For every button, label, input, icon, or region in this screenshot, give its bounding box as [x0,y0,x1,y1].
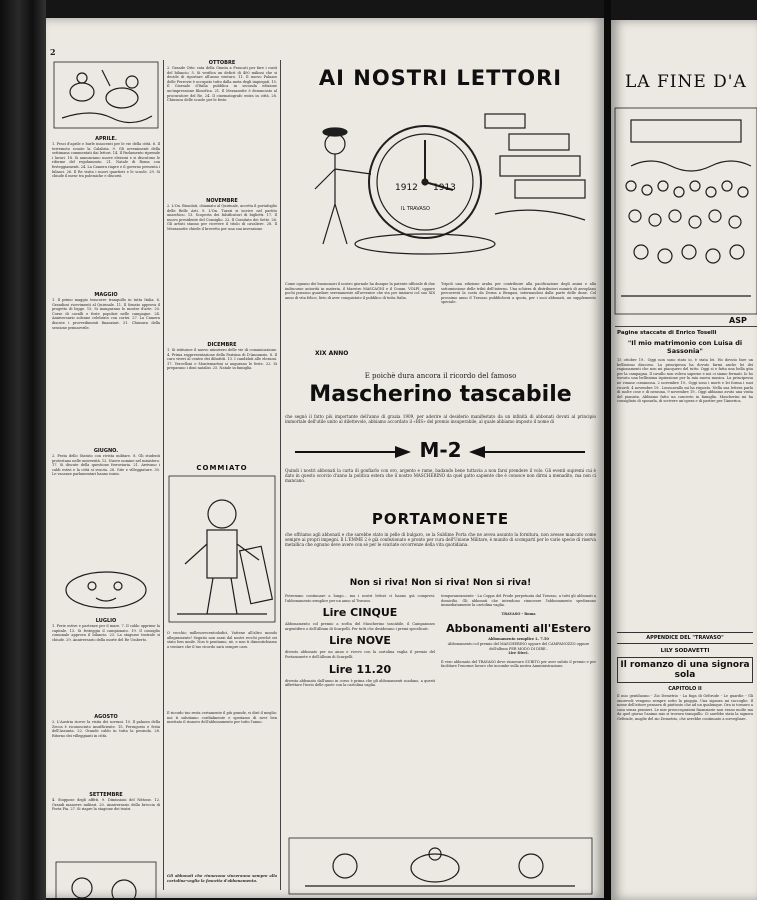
xix-anno: XIX ANNO [315,350,349,357]
september-text: 4. Stoppose degli affitti. 9. Dimissioni del Nittone. 12. Grandi manovre militari. 20. Anniversario della breccia di Porta Pia. 27. Si riapre la stagione dei teatri. [52,798,160,812]
chronicle-column-1 [52,60,160,898]
lire-nove: Lire NOVE [329,634,391,648]
chronicle-column-2 [167,60,277,898]
column-rule [280,60,281,890]
cartoon-caption: ASP [729,316,747,325]
may-text: 1. Il primo maggio trascorre tranquillo in tutta Italia. 6. Grandiosi ricevimenti al Quirinale. 11. Il Senato approva il progetto di legge. 15. Si inaugurano le mostre d'arte. 20. Corse di cavalli e feste popolari nelle campagne. 24. Anniversario solenne celebrato con cortei. 27. La Camera discute i provvedimenti finanziari. 31. Chiusura della sessione primaverile. [52,298,160,330]
april-text: 1. Pesci d'aprile e burle innocenti per le vie della città. 6. Il terremoto scuote la Calabria. 9. Gli avvenimenti della settimana commentati dai lettori. 14. Il Parlamento riprende i lavori. 18. Si annunciano nuove elezioni e si discutono le riforme del regolamento. 21. Natale di Roma con festeggiamenti. 24. La Camera riapre e il governo presenta i bilanci. 26. Il Re visita i nuovi quartieri e le scuole. 29. Si chiude il mese tra polemiche e discorsi. [52,142,160,179]
commiato-text: O vecchio millenovecentododici, Vattene all'altro mondo allegramente! Seguito non sarai dal nostri recchi perchè sei stato ben umile. Non ti pentiamo, nè, e non ti dimentichiamo a ventare che il tuo ricordo sarà sempre caro. [167,631,277,649]
bottom-cartoon [285,836,596,896]
page-gutter [604,0,611,900]
svg-text:1913: 1913 [433,183,456,193]
abbonamenti-estero: Abbonamenti all'Estero [446,622,591,636]
announcement-section [285,60,596,898]
headline-la-fine: LA FINE D'A [625,72,747,92]
novel-title: Il romanzo di una signora sola [617,657,753,683]
month-november: NOVEMBRE [206,198,238,204]
quote-title: "Il mio matrimonio con Luisa di Sassonia" [627,339,743,355]
mascherino-text: che segnò il fatto più importante dell'anno di grazia 1909, per aderire al desiderio manifestato da un infinità di abbonati dovuti al principio immortale dell'utile unito al dilettevole, abbiamo accordato il «BIS» del premio insuperabile, al quale abbiamo imposto il nome di [285,414,596,425]
m2-text: Quindi i nostri abbonati la carta di gonfiarlo con oro, argento e rame, badando bene tuttavia a non farsi prendere il volo. Gli eventi supremi cui è dato in questo scorcio d'anno la politica estera che il nostro MASCHERINO da quel gatto sapiente che è conosce non dirmi a menadito, ma non ci mancano. [285,468,596,484]
clock-cartoon [285,94,596,272]
rule [615,326,757,327]
footer-note: Gli abbonati che rinnovano vinceranno sempre alla cartolina-vaglia la fascetta d'abbonamento. [167,873,277,883]
month-august: AGOSTO [94,714,118,720]
headline-ai-nostri-lettori: AI NOSTRI LETTORI [318,66,563,90]
july-text: 1. Ferie estive e partenze per il mare. 7. Il caldo opprime la capitale. 13. Si festeggia il campionato. 19. Il consiglio comunale approva il bilancio. 23. La stagione teatrale si chiude. 29. Anniversario della morte del Re Umberto. [52,624,160,642]
august-text: 2. L'Austria riceve la visita dei sovrani. 10. Il palazzo della Zecca è riconosciuto insufficiente. 15. Ferragosto e festa dell'Assunta. 22. Grande caldo in tutta la penisola. 28. Ritorno dei villeggianti in città. [52,720,160,738]
october-text: 2. Grande Otto: rata della Giunta a Frascati per fare i conti del bilancio. 5. Si verifica un deficit di 400 milioni che si decide di riportare all'anno venturo. 11. Il nuovo Palazzo delle Ferrovie è occupato tutto dalla meta degli impiegati. 15. Il Giornale d'Italia pubblica in seconda edizione un'impressione filosofica. 21. Il Mezzanotte è denunciato al procuratore del Re. 24. Il cinematografo entra in città. 28. Chiusura delle scuole per le feste. [167,66,277,103]
june-cartoon [52,564,160,614]
chapter: CAPITOLO II [668,686,702,692]
month-may: MAGGIO [94,292,118,298]
commiato-cartoon [167,474,277,624]
svg-text:IL TRAVASO: IL TRAVASO [401,206,430,212]
month-december: DICEMBRE [207,342,237,348]
november-text: 2. L'On. Bissolati, chiamato al Quirinale, accetta il portafoglio delle Belle Arti. 9. L'On. Turati si iscrive nel partito anarchico. 13. Scoperta dei falsificatori di biglietti. 17. Il nuovo presidente del Consiglio. 22. Il Comitato dei Sette. 26. Gli artisti stanno per ricevere il titolo di cavaliere. 28. Il Mezzanotte chiede il brevetto per una sua invenzione. [167,204,277,231]
crowd-cartoon [611,106,757,316]
m2-title: M-2 [419,438,462,462]
non-si-riva: Non si riva! Non si riva! Non si riva! [349,578,532,588]
december-text: 1. Si istituisce il nuovo ministero delle vie di comunicazione. 4. Prima rappresentazione della Parisina di D'Annunzio. 8. Il caro viveri al centro dei dibattiti. 13. I candidati alle elezioni. 17. Vercelloni e Montemartini si augurano le feste. 22. Si preparano i doni natalizi. 25. Natale in famiglia. [167,348,277,371]
left-page [46,18,604,898]
toselli-column [617,330,753,890]
september-cartoon [52,858,160,898]
month-september: SETTEMBRE [89,792,123,798]
portamonete-text: che offriamo agli abbonati e che sarebbe stato in pelle di bulgaro, se la Sublime Porta che ne aveva assunto la fornitura, non avesse mancato come sempre ai propri impegni. Il L'EMME 2 è già confezionato e pronto per cura dell'Unione Militare, è munito di scompartí per le varie specie di riserva metallica che ognuno deve avere con sé per le svariate occorrenze della vita quotidiana. [285,532,596,548]
abbonamento-dire: Lire Dieci. [508,651,529,656]
intro-line: E poichè dura ancora il ricordo del famoso [364,372,517,380]
month-october: OTTOBRE [208,60,236,66]
lire-11-20: Lire 11.20 [328,662,392,676]
prize-column-left: Potremmo continuare a lungo... ma i nostri lettori ci hanno già compresi: l'abbonamento semplice per un anno al Travaso. Lire CINQUE Abbonamento col premio a scelta del Mascherino tascabile, il Campanozzo argentifero o dell'Album di Scarpelli. Per tutti che desiderano i premi specificati: Lire NOVE divento abbonato per un anno e ricevo con la cartolina vaglia il premio del Portamonete e dell'Album di Scarpelli. Lire 11.20 diventa abbonato dall'anno in corso è prima che gli abbonamenti scadano, a questi affrettare l'invio delle quote con la cartolina vaglia. [285,594,435,688]
intro-text-left: Come ognuno dei buonumori il nostro giornale ha dunque la patente ufficiale di due indiscusse autorità in materia, il Maestro MASCAGNI e il Comm. VOLPI, oppure pochi possono guardare serenamente all'avvenire che sta per iniziarsi col suo XIX anno di vita felice, lieto di aver conquistato il pubblico di tutta Italia. [285,282,435,300]
travaso-roma: TRAVASO - Roma [501,611,536,616]
portamonete-title: PORTAMONETE [371,510,510,528]
month-june: GIUGNO. [93,448,119,454]
mascherino-tascabile-title: Mascherino tascabile [309,382,572,407]
author: LILY SODAVETTI [660,648,710,654]
column-rule [163,60,164,890]
toselli-text: 15 ottobre 19.. Oggi non sono stato io, è stata lei. Ho dovuto fare un bellissimo discorso. La principessa ha dovuto farmi anche lei dei ragionamenti che non mi piacquero del tutto. Oggi si e fatta una bella gita per la campagna. Il cavallo non voleva saperne e noi ci siamo fermati. Io ho trovato una bellissima ispirazione per la mia nuova musica. La principessa ne rimase commossa. 2 novembre 19.. Oggi sono i morti e lei forma i suoi ricordi. 4 novembre 19.. Leoncavallo mi ha risposto. Nella sua lettera parla di molte cose e di nessuna. 9 novembre 19.. Oggi abbiamo avuto una visita del pianista. Abbiamo fatto un concerto in famiglia. Mascherini mi ha consigliato di sposarla, di scrivere un'opera e di partire per l'America. [617,358,753,404]
novel-text: Il mio gentiluomo - Zio Demetrio - La fuga di Geltrude - Le guardie - Gli onorevoli vengono sempre sotto la pioggia. Una signora mi raccoglie. Il nome dell'attore pensava di piuttosto che ad un qualunque. Ora io tornavo a casa senza pensieri. Le mie preoccupazioni finanziarie non erano molte ma da quel giorno l'animo mio si trovava tranquillo. Ci sarebbe stata la signora Geltrude, moglie del zio Demetrio, che avrebbe continuato a sorvegliare. [617,694,753,721]
commiato-title: COMMIATO [196,464,248,472]
prize-column-right: temporaneamente - La Coppa del Prode perpetuata dal Travaso, a tutti gli abbonati a domicilio. Gli abbonati che intendono rinnovare l'abbonamento spediranno immediatamente la cartolina vaglia. TRAVASO - Roma Abbonamenti all'Estero Abbonamento semplice L. 7.50 Abbonamento col premio del MASCHERINO oppure del CAMPANOZZO oppure dell'album PER MODO DI DIRE.. Lire Dieci. Il vero abbonato del TRAVASO deve rinnovare SUBITO per aver subito il premio e per facilitare l'enorme lavoro che incombe sulla nostra Amministrazione. [441,594,596,669]
svg-text:1912: 1912 [395,183,418,193]
abbonamento-prezzo: Abbonamento semplice L. 7.50 [488,637,549,642]
intro-text-right: Tripoli una edizione araba per contribuire alla pacificazione degli animi e alla sottomissione delle tribù dell'interno. Una schiera di distributori munirà di aeroplano percorrerà la costa da Derna a Bengasi, internandosi dalla parte delle dune. Col prossimo anno il Travaso pubblicherà a quota, per i suoi abbonati, un supplemento speciale. [441,282,596,305]
book-binding [0,0,46,900]
appendice: APPENDICE DEL "TRAVASO" [617,632,753,644]
month-april: APRILE. [95,136,117,142]
commiato-text-2: Il ricordo tuo resta certamente il più grande, vi dirò il meglio: noi ti salutiamo cordialmente e speriamo di aver ben meritato il rinnovo dell'abbonamento per tutto l'anno. [167,711,277,725]
right-page [611,20,757,900]
june-text: 2. Festa dello Statuto con rivista militare. 8. Gli studenti protestano nelle università. 12. Nuove nomine nel ministero. 17. Si discute della questione ferroviaria. 21. Arrivano i caldi estivi e la città si svuota. 28. Gite e villeggiature. 30. Le vacanze parlamentari hanno inizio. [52,454,160,477]
month-july: LUGLIO [95,618,117,624]
page-number: 2 [50,47,56,57]
column-title: Pagine staccate di Enrico Toselli [617,330,717,336]
april-cartoon [52,60,160,130]
lire-cinque: Lire CINQUE [322,606,398,620]
